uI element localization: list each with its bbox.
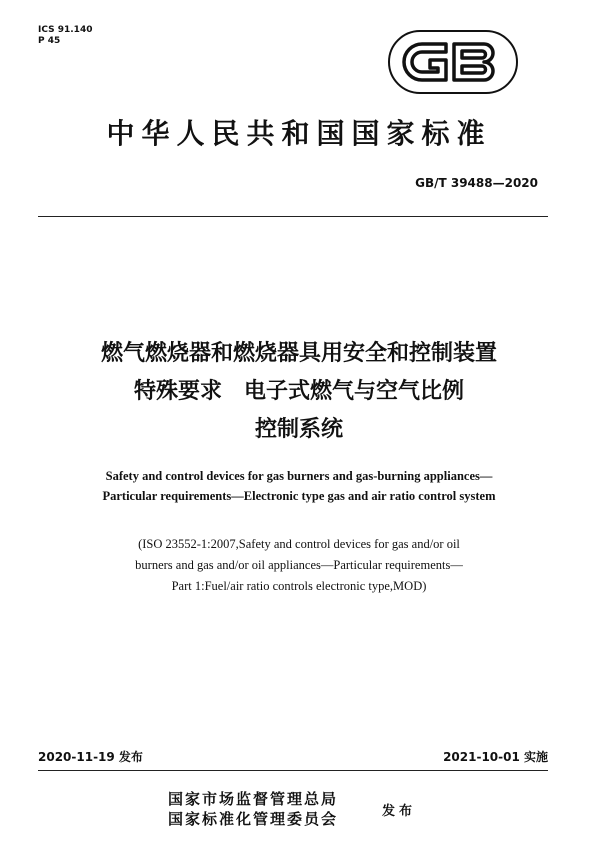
english-title: [20, 466, 578, 506]
chinese-title-line: 特殊要求 电子式燃气与空气比例: [133, 379, 464, 404]
publish-label: 发布: [382, 803, 417, 818]
gb-logo-icon: [388, 30, 518, 94]
bottom-divider: [38, 770, 548, 771]
ics-code: ICS 91.140: [38, 25, 93, 35]
issuer: 国家标准化管理委员会: [168, 812, 339, 828]
ccs-code: P 45: [38, 36, 61, 46]
issuing-authorities: [168, 790, 338, 830]
implementation-date: 2021-10-01 实施: [443, 750, 548, 764]
iso-reference: [20, 534, 578, 597]
classification-codes: [38, 25, 92, 47]
standard-number: GB/T 39488—2020: [415, 176, 538, 190]
chinese-title: [20, 335, 578, 449]
standard-title: 中华人民共和国国家标准: [106, 119, 492, 150]
english-title-line: Particular requirements—Electronic type gas and air ratio control system: [102, 489, 496, 503]
english-title-line: Safety and control devices for gas burners and gas-burning appliances—: [105, 469, 493, 483]
top-divider: [38, 216, 548, 217]
iso-reference-line: Part 1:Fuel/air ratio controls electronic type,MOD): [171, 579, 427, 593]
chinese-title-line: 控制系统: [254, 417, 343, 442]
iso-reference-line: burners and gas and/or oil appliances—Particular requirements—: [135, 558, 463, 572]
issue-date: 2020-11-19 发布: [38, 750, 143, 764]
issuer: 国家市场监督管理总局: [168, 792, 339, 808]
chinese-title-line: 燃气燃烧器和燃烧器具用安全和控制装置: [100, 341, 497, 366]
iso-reference-line: (ISO 23552-1:2007,Safety and control devices for gas and/or oil: [138, 537, 460, 551]
